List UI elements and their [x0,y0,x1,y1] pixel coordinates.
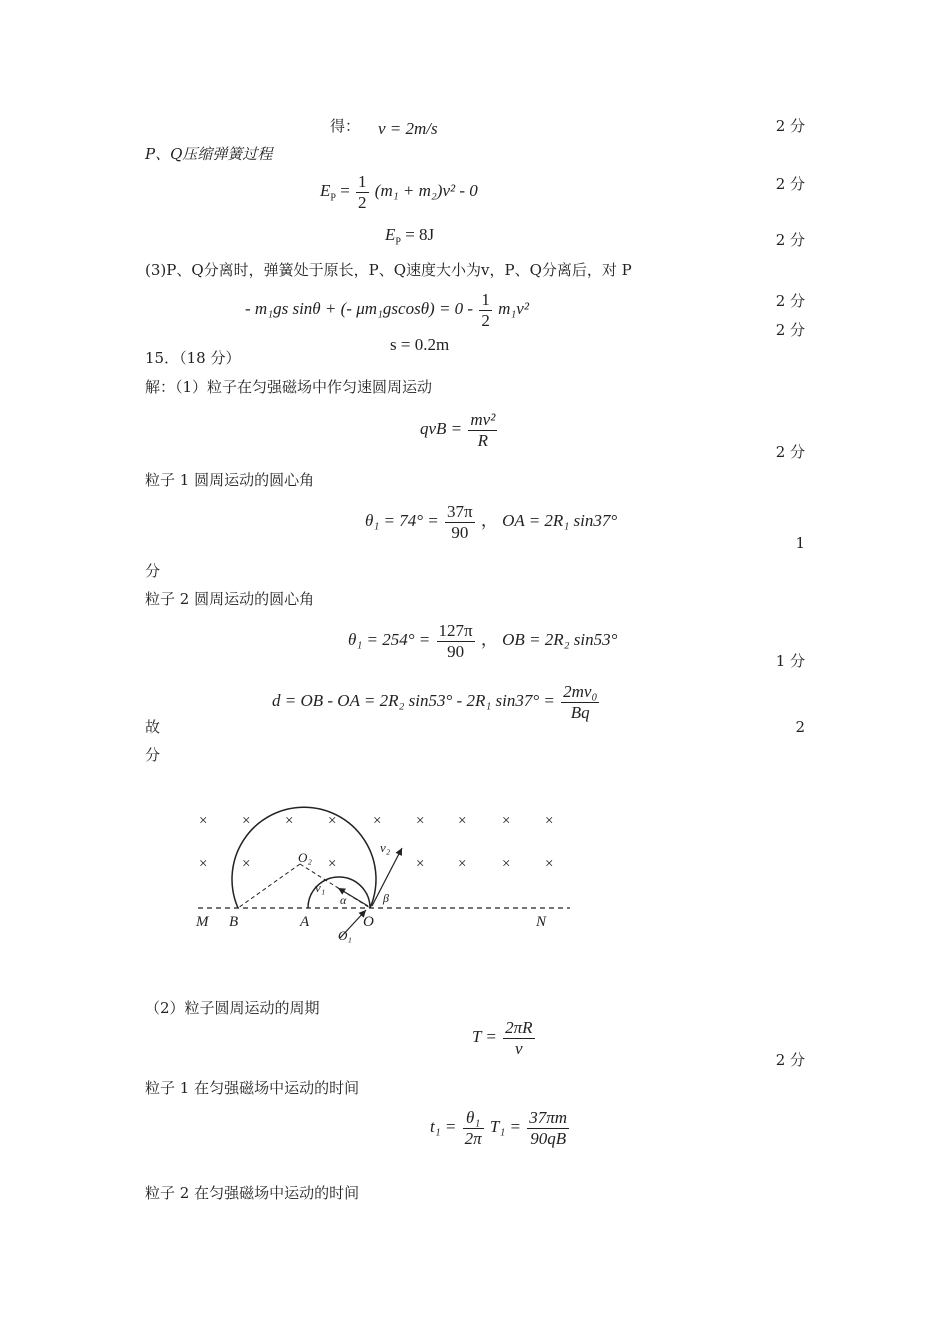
field-crosses [199,813,553,872]
theta2-equation: θ₁ = 254° = $\frac{127\pi}{90}$ ， OB = 2R₂ sin53° [348,621,618,661]
label-m: M [196,914,209,930]
svg-text:×: × [328,813,337,829]
question-15-header: 15．（18 分） [145,349,241,367]
svg-text:×: × [373,813,382,829]
theta1-equation: θ₁ = 74° = $\frac{37\pi}{90}$ ， OA = 2R₁ sin37° [365,502,618,542]
label-beta: β [383,891,389,905]
part3-text: (3)P、Q分离时，弹簧处于原长，P、Q速度大小为v，P、Q分离后，对 P [145,261,632,279]
de-label: 得： [330,117,361,135]
t1-equation: t₁ = $\frac{\text{θ₁}}{2\pi}$ T₁ = $\frac{37\pi m}{90qB}$ [430,1108,568,1148]
part2-text: （2）粒子圆周运动的周期 [145,999,320,1017]
d-equation: d = OB - OA = 2R₂ sin53° - 2R₁ sin37° = $\frac{\text{2mv₀}}{Bq}$ [272,682,598,722]
svg-text:×: × [545,813,554,829]
label-n: N [536,914,547,930]
qvb-equation: qvB = $\frac{\text{mv²}}{R}$ [420,410,496,450]
svg-text:×: × [458,856,467,872]
fen-label: 分 [145,746,161,764]
fen-wrap: 分 [145,562,161,580]
svg-text:×: × [199,856,208,872]
svg-text:×: × [328,856,337,872]
ep-result: $E_P = 8J$ [385,225,435,248]
score-10: 2 分 [775,1051,805,1069]
score-4: 2 分 [775,292,805,310]
svg-text:×: × [502,813,511,829]
particle1-angle-text: 粒子 1 圆周运动的圆心角 [145,471,315,489]
score-3: 2 分 [775,231,805,249]
score-7: 1 [795,534,805,552]
svg-text:×: × [502,856,511,872]
svg-text:×: × [545,856,554,872]
svg-text:×: × [416,856,425,872]
label-v1: v₁ [315,880,326,895]
score-9: 2 [795,718,805,736]
score-5: 2 分 [775,321,805,339]
svg-text:×: × [199,813,208,829]
label-o: O [363,914,374,930]
v-equation: v = 2m/s [378,119,438,138]
svg-text:×: × [458,813,467,829]
label-o2: O₂ [298,850,312,865]
svg-text:×: × [285,813,294,829]
period-equation: T = $\frac{2\pi R}{v}$ [472,1018,533,1058]
ep-equation: $E_P$ = $\frac{1}{2}$ (m₁ + m₂)v² - 0 [320,172,478,212]
solution-part1: 解：（1）粒子在匀强磁场中作匀速圆周运动 [145,378,433,396]
score-6: 2 分 [775,443,805,461]
particle2-angle-text: 粒子 2 圆周运动的圆心角 [145,590,315,608]
svg-text:×: × [242,856,251,872]
particle1-time-text: 粒子 1 在匀强磁场中运动的时间 [145,1079,360,1097]
label-v2: v₂ [380,840,391,855]
s-result: s = 0.2m [390,335,450,354]
svg-text:×: × [242,813,251,829]
label-o1: O₁ [338,928,352,943]
score-8: 1 分 [775,652,805,670]
particle2-time-text: 粒子 2 在匀强磁场中运动的时间 [145,1184,360,1202]
svg-text:×: × [416,813,425,829]
score-2: 2 分 [775,175,805,193]
label-a: A [300,914,310,930]
score-1: 2 分 [775,117,805,135]
energy-equation: - m₁gs sinθ + (- μm₁gscosθ) = 0 - $\frac{1}{2}$ m₁v² [245,290,529,330]
label-alpha: α [340,893,347,907]
label-b: B [229,914,239,930]
pq-compress-text: P、Q压缩弹簧过程 [145,145,273,163]
gu-label: 故 [145,718,161,736]
magnetic-field-figure [180,770,600,960]
